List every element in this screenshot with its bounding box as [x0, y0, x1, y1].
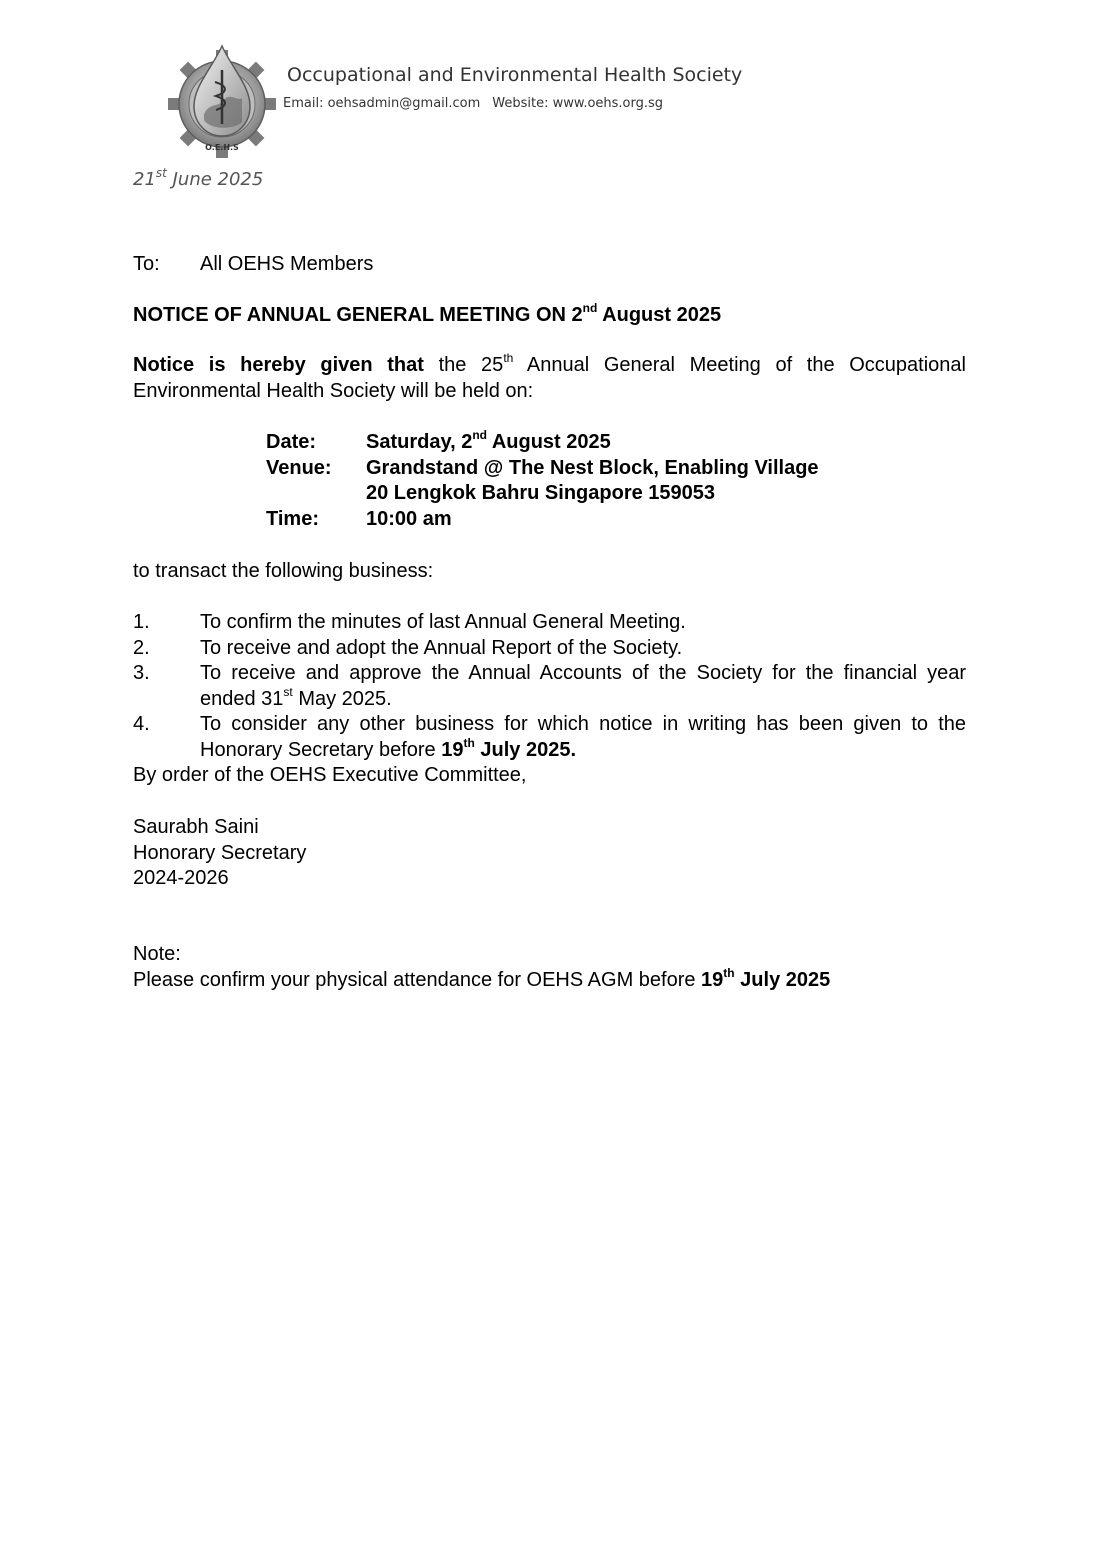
note-text: Please confirm your physical attendance for OEHS AGM before 19th July 2025 [133, 965, 831, 991]
list-item: 3. To receive and approve the Annual Accounts of the Society for the financial year ended 31st May 2025. [133, 662, 966, 710]
svg-text:O.E.H.S: O.E.H.S [205, 143, 239, 152]
meeting-details [266, 430, 819, 532]
transact-intro: to transact the following business: [133, 560, 434, 582]
signatory-name: Saurabh Saini [133, 816, 259, 838]
meeting-venue-row: Venue: Grandstand @ The Nest Block, Enabling Village [266, 456, 819, 479]
note-label: Note: [133, 943, 181, 965]
email-text: Email: oehsadmin@gmail.com [283, 96, 481, 111]
note-block [133, 942, 830, 993]
notice-paragraph: Notice is hereby given that the 25th Annual General Meeting of the Occupational Environmental Health Society will be held on: [133, 351, 966, 402]
list-item: 2. To receive and adopt the Annual Report of the Society. [133, 636, 683, 659]
website-text: Website: www.oehs.org.sg [492, 96, 664, 111]
business-list [133, 610, 966, 763]
signatory-title: Honorary Secretary [133, 841, 307, 864]
letter-date: 21st June 2025 [133, 166, 264, 190]
recipient-label: To: [133, 253, 160, 275]
contact-line [283, 96, 663, 111]
meeting-venue-address: 20 Lengkok Bahru Singapore 159053 [366, 482, 716, 504]
signatory-term: 2024-2026 [133, 867, 229, 889]
notice-heading: NOTICE OF ANNUAL GENERAL MEETING ON 2nd August 2025 [133, 301, 722, 326]
list-item: 1. To confirm the minutes of last Annual General Meeting. [133, 611, 686, 633]
closing-line: By order of the OEHS Executive Committee, [133, 764, 527, 786]
meeting-date-row: Date: Saturday, 2nd August 2025 [266, 428, 611, 453]
oehs-gear-drop-logo-icon [166, 42, 278, 158]
recipient-value: All OEHS Members [200, 253, 374, 275]
meeting-time-row: Time: 10:00 am [266, 507, 452, 530]
list-item: 4. To consider any other business for which notice in writing has been given to the Honorary Secretary before 19th July 2025. [133, 713, 966, 761]
recipient-line [133, 252, 373, 278]
signature-block [133, 815, 306, 892]
organization-name: Occupational and Environmental Health Society [287, 64, 743, 86]
